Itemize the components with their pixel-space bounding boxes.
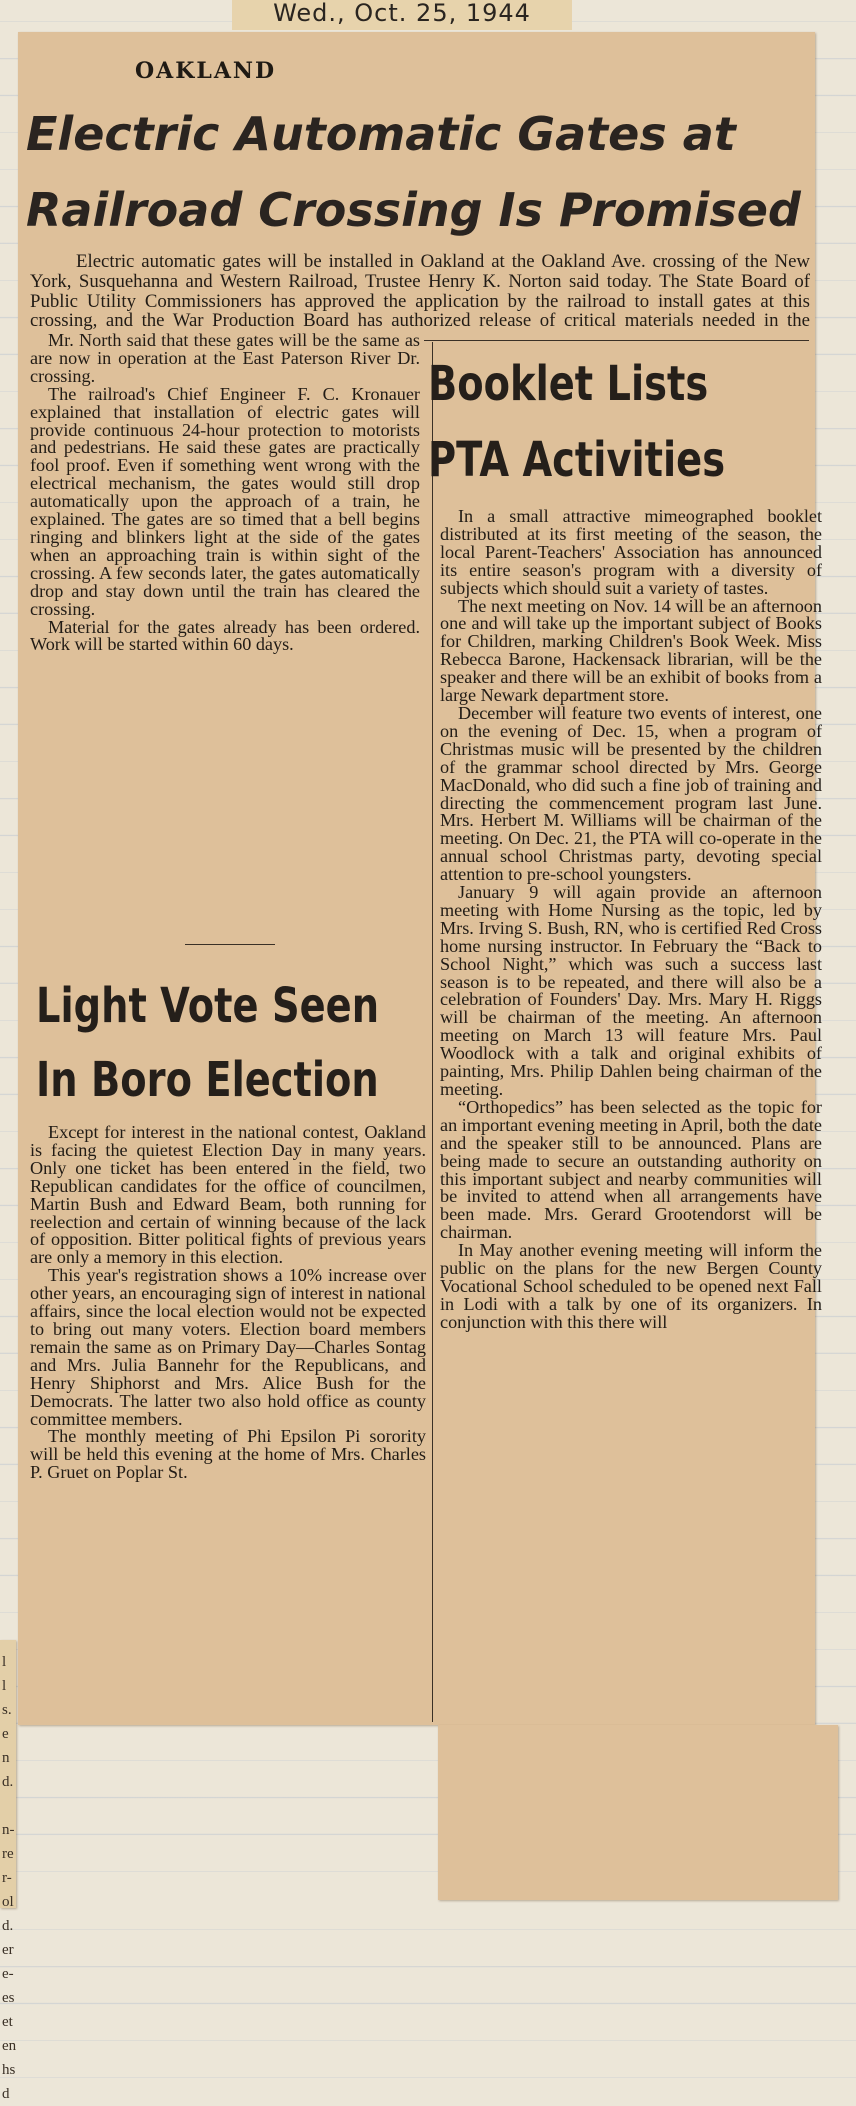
article2-body xyxy=(30,1124,426,1710)
article3-paragraph: The next meeting on Nov. 14 will be an afternoon one and will take up the important subject of Books for Children, marking Children's Book Week. Miss Rebecca Barone, Hackensack librarian, will be the speaker and there will be an exhibit of books from a large Newark department store. xyxy=(440,595,822,706)
left-margin-fragments: l l s. e n d. n- re r- ol d. er e- es et en hs d xyxy=(2,1654,17,2102)
article2-headline-line1: Light Vote Seen xyxy=(36,978,380,1034)
date-tab: Wed., Oct. 25, 1944 xyxy=(232,0,572,30)
article3-headline-line1: Booklet Lists xyxy=(428,356,709,412)
article3-body xyxy=(440,508,822,1898)
article3-paragraph: In a small attractive mimeographed booklet distributed at its first meeting of the season, the local Parent-Teachers' Association has announced its entire season's program with a diversity of subjects which should suit a variety of tastes. xyxy=(440,508,822,598)
article1-paragraph: The railroad's Chief Engineer F. C. Kronauer explained that installation of electric gates will provide continuous 24-hour protection to motorists and pedestrians. He said these gates are practically fool proof. Even if something went wrong with the electrical mechanism, the gates would still drop automatically upon the approach of a train, he explained. The gates are so timed that a bell begins ringing and blinkers light at the side of the gates when an approaching train is within sight of the crossing. A few seconds later, the gates automatically drop and stay down until the train has cleared the crossing. xyxy=(30,383,420,619)
article1-headline-line1: Electric Automatic Gates at xyxy=(26,107,736,161)
article2-paragraph: The monthly meeting of Phi Epsilon Pi sorority will be held this evening at the home of Mrs. Charles P. Gruet on Poplar St. xyxy=(30,1426,426,1483)
article3-paragraph: In May another evening meeting will inform the public on the plans for the new Bergen County Vocational School scheduled to be opened next Fall in Lodi with a talk by one of its organizers. In conjunction with this there will xyxy=(440,1240,822,1332)
article3-paragraph: “Orthopedics” has been selected as the topic for an important evening meeting in April, both the date and the speaker still to be announced. Plans are being made to secure an outstanding authority on this important subject and nearby communities will be invited to attend when all arrangements have been made. Mrs. Gerard Grootendorst will be chairman. xyxy=(440,1096,822,1243)
article1-paragraph: Mr. North said that these gates will be the same as are now in operation at the East Paterson River Dr. crossing. xyxy=(30,332,420,386)
article3-paragraph: January 9 will again provide an afternoon meeting with Home Nursing as the topic, led by Mrs. Irving S. Bush, RN, who is certified Red Cross home nursing instructor. In February the “Back to School Night,” which was such a success last season is to be repeated, and there will also be a celebration of Founders' Day. Mrs. Mary H. Riggs will be chairman of the meeting. An afternoon meeting on March 13 will feature Mrs. Paul Woodlock with a talk and original exhibits of painting, Mrs. Philip Dahlen being chairman of the meeting. xyxy=(440,882,822,1099)
column-rule-horizontal xyxy=(424,340,809,341)
article1-lead xyxy=(30,252,810,332)
article1-lead-paragraph: Electric automatic gates will be installed in Oakland at the Oakland Ave. crossing of the New York, Susquehanna and Western Railroad, Trustee Henry K. Norton said today. The State Board of Public Utility Commissioners has approved the application by the railroad to install gates at this crossing, and the War Production Board has authorized release of critical materials needed in the xyxy=(30,252,810,332)
article1-headline-line2: Railroad Crossing Is Promised xyxy=(26,183,801,237)
article1-paragraph: Material for the gates already has been ordered. Work will be started within 60 days. xyxy=(30,616,420,655)
column-rule-vertical xyxy=(432,342,433,1722)
article2-paragraph: This year's registration shows a 10% increase over other years, an encouraging sign of interest in national affairs, since the local election would not be expected to bring out many voters. Election board members remain the same as on Primary Day—Charles Sontag and Mrs. Julia Bannehr for the Republicans, and Henry Shiphorst and Mrs. Alice Bush for the Democrats. The latter two also hold office as county committee members. xyxy=(30,1265,426,1429)
article2-headline-line2: In Boro Election xyxy=(36,1052,379,1108)
article2-paragraph: Except for interest in the national contest, Oakland is facing the quietest Election Day in many years. Only one ticket has been entered in the field, two Republican candidates for the office of councilmen, Martin Bush and Edward Beam, both running for reelection and certain of winning because of the lack of opposition. Bitter political fights of previous years are only a memory in this election. xyxy=(30,1124,426,1268)
kicker: OAKLAND xyxy=(135,58,277,84)
article3-paragraph: December will feature two events of interest, one on the evening of Dec. 15, when a program of Christmas music will be presented by the children of the grammar school directed by Mrs. George MacDonald, who did such a fine job of training and directing the commencement program last June. Mrs. Herbert M. Williams will be chairman of the meeting. On Dec. 21, the PTA will co-operate in the annual school Christmas party, devoting special attention to pre-school youngsters. xyxy=(440,702,822,885)
article3-headline-line2: PTA Activities xyxy=(428,432,726,488)
article-divider xyxy=(185,944,275,945)
article1-body xyxy=(30,332,420,936)
